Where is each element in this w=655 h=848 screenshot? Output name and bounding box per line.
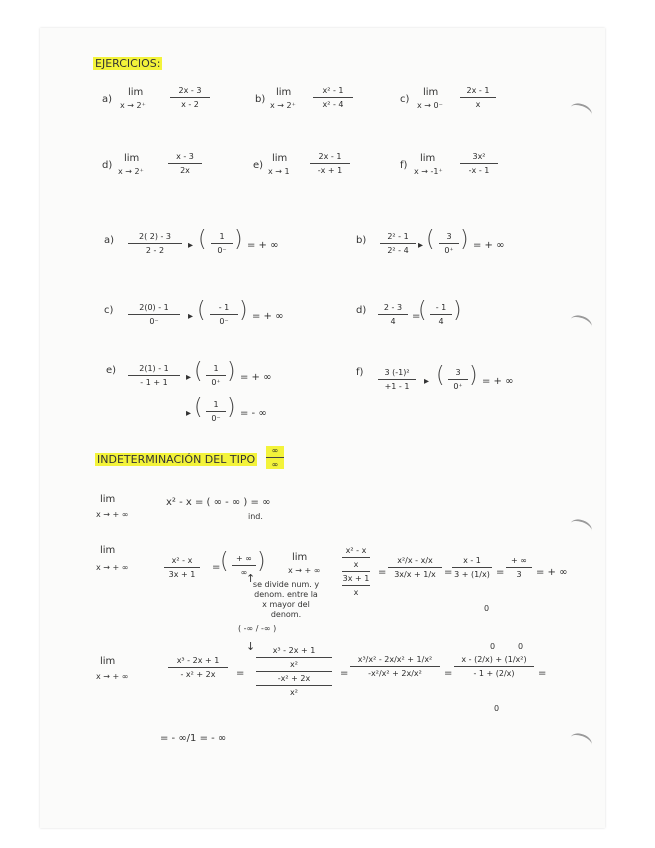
lim-arrow: x → 0⁻ — [417, 101, 443, 110]
page-title: EJERCICIOS: — [95, 57, 161, 70]
fraction: x² - x 3x + 1 — [164, 556, 200, 579]
lim-arrow: x → 2⁺ — [118, 167, 144, 176]
fraction: - 1 4 — [430, 303, 452, 326]
solution-label: f) — [356, 367, 364, 378]
zero-annotation: 0 — [490, 642, 496, 651]
equals: = — [496, 567, 505, 578]
equals: = — [340, 668, 349, 679]
fraction: 1 0⁻ — [206, 400, 226, 423]
equals: = — [444, 668, 453, 679]
arrow-icon: ▸ — [186, 408, 192, 419]
paren-right: ) — [257, 549, 266, 574]
notebook-page — [40, 28, 605, 828]
indeterminate-form: ( -∞ / -∞ ) — [238, 624, 277, 633]
fraction: 1 0⁺ — [206, 364, 226, 387]
final-result: = - ∞/1 = - ∞ — [160, 733, 227, 744]
paren-left: ( — [198, 227, 207, 252]
paren-right: ) — [469, 363, 478, 388]
paren-right: ) — [453, 298, 462, 323]
paren-right: ) — [227, 359, 236, 384]
arrow-icon: ▸ — [188, 311, 194, 322]
fraction: x³/x² - 2x/x² + 1/x² -x²/x² + 2x/x² — [350, 655, 440, 678]
arrow-icon: ▸ — [424, 376, 430, 387]
fraction: 2(0) - 1 0⁻ — [128, 303, 180, 326]
arrow-icon: ▸ — [188, 240, 194, 251]
lim-arrow: x → 2⁺ — [120, 101, 146, 110]
arrow-icon: ▸ — [186, 372, 192, 383]
lim-text: lim — [128, 87, 144, 98]
paren-left: ( — [194, 395, 203, 420]
paren-left: ( — [194, 359, 203, 384]
solution-label: c) — [104, 305, 114, 316]
fraction: x³ - 2x + 1 - x² + 2x — [168, 656, 228, 679]
fraction: 3x² -x - 1 — [460, 152, 498, 175]
fraction: 2(1) - 1 - 1 + 1 — [128, 364, 180, 387]
paren-right: ) — [227, 395, 236, 420]
lim-text: lim — [276, 87, 292, 98]
solution-label: d) — [356, 305, 367, 316]
result: = + ∞ — [247, 240, 279, 251]
exercise-label: d) — [102, 160, 113, 171]
solution-label: e) — [106, 365, 117, 376]
paren-left: ( — [220, 549, 229, 574]
equals: = — [444, 567, 453, 578]
fraction: 2x - 3 x - 2 — [170, 86, 210, 109]
paren-left: ( — [426, 227, 435, 252]
heading-text: INDETERMINACIÓN DEL TIPO — [97, 453, 256, 466]
exercise-label: a) — [102, 94, 113, 105]
result: = + ∞ — [252, 311, 284, 322]
lim-text: lim — [100, 494, 116, 505]
indeterminate-note: ind. — [248, 512, 263, 521]
fraction: x - 1 3 + (1/x) — [452, 556, 492, 579]
result: = + ∞ — [240, 372, 272, 383]
fraction: x²/x - x/x 3x/x + 1/x — [388, 556, 442, 579]
fraction: 2 - 3 4 — [378, 303, 408, 326]
lim-arrow: x → + ∞ — [96, 672, 129, 681]
fraction: 2( 2) - 3 2 - 2 — [128, 232, 182, 255]
fraction: 2x - 1 x — [460, 86, 496, 109]
lim-arrow: x → + ∞ — [96, 510, 129, 519]
paren-right: ) — [239, 298, 248, 323]
exercise-label: b) — [255, 94, 266, 105]
equals: = — [236, 668, 245, 679]
fraction: x - (2/x) + (1/x²) - 1 + (2/x) — [454, 655, 534, 678]
equals: = — [412, 311, 421, 322]
lim-text: lim — [272, 153, 288, 164]
result: = - ∞ — [240, 408, 267, 419]
paren-left: ( — [418, 298, 427, 323]
equals: = — [378, 567, 387, 578]
fraction: 3 0⁺ — [439, 232, 459, 255]
expression: x² - x = ( ∞ - ∞ ) = ∞ — [166, 497, 271, 508]
paren-left: ( — [197, 298, 206, 323]
lim-text: lim — [423, 87, 439, 98]
ring-hole-icon — [568, 517, 593, 538]
ring-hole-icon — [568, 101, 593, 122]
paren-right: ) — [460, 227, 469, 252]
ring-hole-icon — [568, 731, 593, 752]
exercise-label: c) — [400, 94, 410, 105]
down-arrow-icon: ↓ — [246, 640, 256, 653]
result: = + ∞ — [536, 567, 568, 578]
lim-arrow: x → -1⁺ — [414, 167, 443, 176]
lim-arrow: x → 2⁺ — [270, 101, 296, 110]
solution-label: b) — [356, 235, 367, 246]
lim-text: lim — [292, 552, 308, 563]
zero-annotation: 0 — [518, 642, 524, 651]
fraction: - 1 0⁻ — [210, 303, 238, 326]
fraction: + ∞ ∞ — [232, 554, 256, 577]
paren-left: ( — [436, 363, 445, 388]
fraction: + ∞ 3 — [506, 556, 532, 579]
up-arrow-icon: ↑ — [246, 572, 256, 585]
lim-text: lim — [420, 153, 436, 164]
divide-note: se divide num. y denom. entre la x mayor del denom. — [252, 580, 320, 619]
fraction: 2x - 1 -x + 1 — [310, 152, 350, 175]
compound-fraction: x² - x x 3x + 1 x — [342, 546, 370, 597]
paren-right: ) — [234, 227, 243, 252]
fraction: x - 3 2x — [168, 152, 202, 175]
result: = + ∞ — [482, 376, 514, 387]
fraction: 3 0⁺ — [448, 368, 468, 391]
lim-arrow: x → 1 — [268, 167, 290, 176]
result: = + ∞ — [473, 240, 505, 251]
equals: = — [538, 668, 547, 679]
fraction: 2² - 1 2² - 4 — [380, 232, 416, 255]
lim-arrow: x → + ∞ — [288, 566, 321, 575]
compound-fraction: x³ - 2x + 1 x² -x² + 2x x² — [256, 646, 332, 697]
lim-arrow: x → + ∞ — [96, 563, 129, 572]
lim-text: lim — [100, 656, 116, 667]
zero-annotation: 0 — [484, 604, 490, 613]
lim-text: lim — [100, 545, 116, 556]
lim-text: lim — [124, 153, 140, 164]
fraction: 3 (-1)² +1 - 1 — [378, 368, 416, 391]
ring-hole-icon — [568, 313, 593, 334]
arrow-icon: ▸ — [418, 240, 424, 251]
exercise-label: e) — [253, 160, 264, 171]
equals: = — [212, 562, 221, 573]
fraction: 1 0⁻ — [211, 232, 233, 255]
exercise-label: f) — [400, 160, 408, 171]
fraction: x² - 1 x² - 4 — [313, 86, 353, 109]
solution-label: a) — [104, 235, 115, 246]
heading-fraction: ∞ ∞ — [266, 446, 284, 469]
zero-annotation: 0 — [494, 704, 500, 713]
